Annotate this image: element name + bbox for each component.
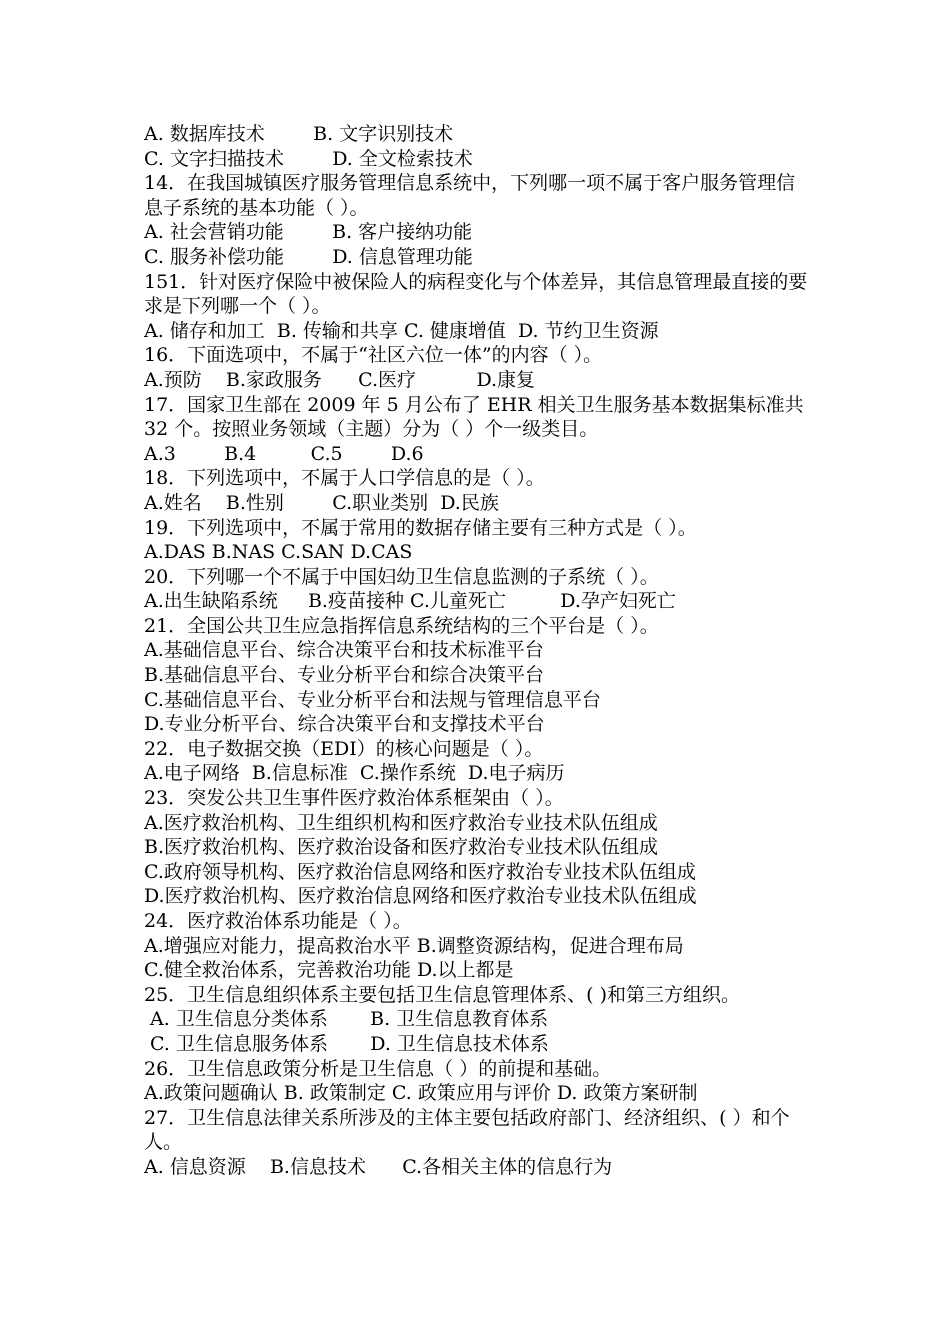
question-24: 24．医疗救治体系功能是（ ）。 xyxy=(144,910,412,932)
option-line: B.医疗救治机构、医疗救治设备和医疗救治专业技术队伍组成 xyxy=(144,836,659,859)
question-19: 19．下列选项中，不属于常用的数据存储主要有三种方式是（ ）。 xyxy=(144,516,697,539)
option-line: A.增强应对能力，提高救治水平 B.调整资源结构，促进合理布局 xyxy=(144,934,684,957)
option-line: C. 卫生信息服务体系 D. 卫生信息技术体系 xyxy=(144,1032,549,1055)
option-line: A.电子网络 B.信息标准 C.操作系统 D.电子病历 xyxy=(144,762,565,785)
question-27: 27．卫生信息法律关系所涉及的主体主要包括政府部门、经济组织、( ）和个人。 xyxy=(144,1106,790,1154)
question-23: 23．突发公共卫生事件医疗救治体系框架由（ ）。 xyxy=(144,787,564,810)
option-line: A.政策问题确认 B. 政策制定 C. 政策应用与评价 D. 政策方案研制 xyxy=(144,1082,698,1105)
option-line: C. 文字扫描技术 D. 全文检索技术 xyxy=(144,147,473,170)
question-21: 21．全国公共卫生应急指挥信息系统结构的三个平台是（ ）。 xyxy=(144,614,659,637)
option-line: D.专业分析平台、综合决策平台和支撑技术平台 xyxy=(144,713,545,736)
option-line: A. 储存和加工 B. 传输和共享 C. 健康增值 D. 节约卫生资源 xyxy=(144,319,659,342)
option-line: C.基础信息平台、专业分析平台和法规与管理信息平台 xyxy=(144,688,601,711)
option-line: A.基础信息平台、综合决策平台和技术标准平台 xyxy=(144,639,544,662)
option-line: A. 社会营销功能 B. 客户接纳功能 xyxy=(144,221,473,244)
option-line: D.医疗救治机构、医疗救治信息网络和医疗救治专业技术队伍组成 xyxy=(144,885,697,908)
question-151: 151．针对医疗保险中被保险人的病程变化与个体差异，其信息管理最直接的要求是下列哪一个（ ）。 xyxy=(144,270,808,318)
option-line: A. 卫生信息分类体系 B. 卫生信息教育体系 xyxy=(144,1008,549,1031)
option-line: C.政府领导机构、医疗救治信息网络和医疗救治专业技术队伍组成 xyxy=(144,860,696,883)
option-line: C. 服务补偿功能 D. 信息管理功能 xyxy=(144,245,473,268)
question-22: 22．电子数据交换（EDI）的核心问题是（ ）。 xyxy=(144,737,544,760)
option-line: A.出生缺陷系统 B.疫苗接种 C.儿童死亡 D.孕产妇死亡 xyxy=(144,590,676,613)
question-20: 20．下列哪一个不属于中国妇幼卫生信息监测的子系统（ ）。 xyxy=(144,565,659,588)
question-17: 17．国家卫生部在 2009 年 5 月公布了 EHR 相关卫生服务基本数据集标准共 32 个。按照业务领域（主题）分为（ ）个一级类目。 xyxy=(144,393,804,441)
option-line: A.DAS B.NAS C.SAN D.CAS xyxy=(144,541,413,564)
option-line: B.基础信息平台、专业分析平台和综合决策平台 xyxy=(144,664,545,687)
option-line: A. 数据库技术 B. 文字识别技术 xyxy=(144,123,454,145)
option-line: A.医疗救治机构、卫生组织机构和医疗救治专业技术队伍组成 xyxy=(144,811,658,834)
question-25: 25．卫生信息组织体系主要包括卫生信息管理体系、( )和第三方组织。 xyxy=(144,983,741,1006)
option-line: C.健全救治体系，完善救治功能 D.以上都是 xyxy=(144,959,514,982)
question-26: 26．卫生信息政策分析是卫生信息（ ）的前提和基础。 xyxy=(144,1057,612,1080)
question-16: 16．下面选项中，不属于“社区六位一体”的内容（ ）。 xyxy=(144,344,603,367)
question-14: 14．在我国城镇医疗服务管理信息系统中，下列哪一项不属于客户服务管理信息子系统的基本功能（ ）。 xyxy=(144,172,796,219)
option-line: A.3 B.4 C.5 D.6 xyxy=(144,442,424,465)
option-line: A.姓名 B.性别 C.职业类别 D.民族 xyxy=(144,491,499,514)
question-18: 18．下列选项中，不属于人口学信息的是（ ）。 xyxy=(144,467,545,490)
question-list xyxy=(144,122,810,1180)
option-line: A. 信息资源 B.信息技术 C.各相关主体的信息行为 xyxy=(144,1155,613,1178)
option-line: A.预防 B.家政服务 C.医疗 D.康复 xyxy=(144,368,536,391)
